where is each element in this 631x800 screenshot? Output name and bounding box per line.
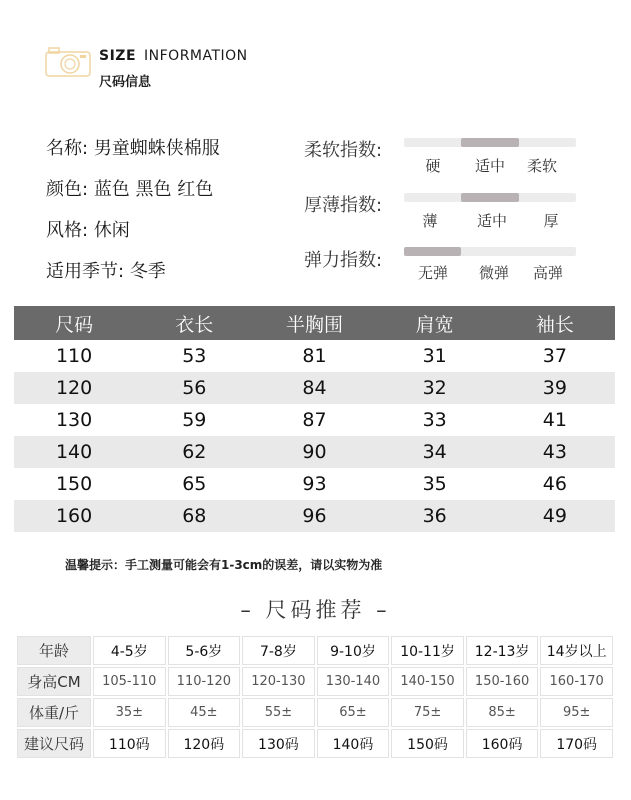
product-colors-value: 蓝色 黑色 红色 — [93, 179, 214, 200]
table-cell: 45± — [168, 698, 241, 727]
product-name-label: 名称: — [46, 138, 89, 159]
product-style — [46, 216, 130, 242]
table-cell: 96 — [254, 500, 374, 532]
table-row — [14, 500, 615, 532]
table-cell: 120-130 — [242, 667, 315, 696]
col-half-chest: 半胸围 — [254, 306, 374, 340]
table-cell: 120 — [14, 372, 134, 404]
product-name — [46, 134, 220, 160]
table-cell: 59 — [182, 409, 207, 431]
thickness-option-thick: 厚 — [543, 212, 559, 230]
size-table — [14, 306, 615, 532]
table-cell: 55± — [242, 698, 315, 727]
row-header-height: 身高CM — [17, 667, 91, 696]
softness-option-medium: 适中 — [474, 157, 506, 175]
table-cell: 140 — [14, 436, 134, 468]
table-cell: 35 — [422, 473, 447, 495]
table-cell: 130-140 — [317, 667, 390, 696]
table-cell: 110 — [55, 345, 93, 367]
table-cell: 95± — [540, 698, 613, 727]
product-name-value: 男童蜘蛛侠棉服 — [93, 138, 220, 159]
product-colors — [46, 175, 213, 201]
table-row — [14, 404, 615, 436]
table-cell: 150-160 — [466, 667, 539, 696]
age-row — [17, 636, 613, 665]
table-cell: 9-10岁 — [317, 636, 390, 665]
col-length: 衣长 — [134, 306, 254, 340]
table-cell: 10-11岁 — [391, 636, 464, 665]
size-info-title — [99, 48, 248, 64]
table-cell: 160码 — [466, 729, 539, 758]
thickness-index-label: 厚薄指数: — [304, 195, 383, 216]
table-cell: 93 — [302, 473, 327, 495]
table-cell: 84 — [254, 372, 374, 404]
thickness-option-medium: 适中 — [476, 212, 508, 230]
camera-icon — [44, 44, 92, 78]
table-cell: 85± — [466, 698, 539, 727]
table-cell: 46 — [542, 473, 567, 495]
softness-index-label: 柔软指数: — [304, 140, 383, 161]
softness-index-track — [404, 138, 576, 147]
table-cell: 5-6岁 — [168, 636, 241, 665]
table-cell: 170码 — [540, 729, 613, 758]
thickness-index-track — [404, 193, 576, 202]
softness-option-soft: 柔软 — [526, 157, 558, 175]
table-cell: 7-8岁 — [242, 636, 315, 665]
table-cell: 90 — [254, 436, 374, 468]
table-cell: 43 — [495, 436, 615, 468]
table-cell: 120码 — [168, 729, 241, 758]
recommended-size-row — [17, 729, 613, 758]
product-style-label: 风格: — [46, 220, 89, 241]
size-info-subtitle: 尺码信息 — [99, 75, 152, 90]
table-cell: 65± — [317, 698, 390, 727]
table-row — [14, 340, 615, 372]
product-season-value: 冬季 — [129, 261, 166, 282]
softness-option-hard: 硬 — [425, 157, 441, 175]
table-cell: 41 — [542, 409, 567, 431]
table-cell: 150 — [55, 473, 93, 495]
table-cell: 39 — [495, 372, 615, 404]
thickness-option-thin: 薄 — [422, 212, 438, 230]
table-cell: 75± — [391, 698, 464, 727]
table-cell: 4-5岁 — [93, 636, 166, 665]
thickness-index-fill — [461, 193, 518, 202]
table-cell: 110-120 — [168, 667, 241, 696]
col-sleeve: 袖长 — [495, 306, 615, 340]
table-cell: 56 — [134, 372, 254, 404]
table-cell: 105-110 — [93, 667, 166, 696]
elasticity-option-high: 高弹 — [532, 264, 564, 282]
table-row — [14, 372, 615, 404]
product-season-label: 适用季节: — [46, 261, 125, 282]
size-table-header-row — [14, 306, 615, 340]
table-cell: 81 — [302, 345, 327, 367]
product-style-value: 休闲 — [93, 220, 130, 241]
row-header-recommended: 建议尺码 — [17, 729, 91, 758]
table-cell: 37 — [542, 345, 567, 367]
row-header-weight: 体重/斤 — [17, 698, 91, 727]
table-cell: 12-13岁 — [466, 636, 539, 665]
table-cell: 160 — [14, 500, 134, 532]
product-colors-label: 颜色: — [46, 179, 89, 200]
col-shoulder: 肩宽 — [375, 306, 495, 340]
col-size: 尺码 — [14, 306, 134, 340]
table-cell: 68 — [134, 500, 254, 532]
table-cell: 130 — [55, 409, 93, 431]
table-cell: 35± — [93, 698, 166, 727]
table-row — [14, 468, 615, 500]
table-cell: 130码 — [242, 729, 315, 758]
elasticity-option-slight: 微弹 — [478, 264, 510, 282]
recommendation-title: – 尺码推荐 – — [240, 598, 391, 622]
table-cell: 140码 — [317, 729, 390, 758]
elasticity-index-fill — [404, 247, 461, 256]
table-cell: 160-170 — [540, 667, 613, 696]
size-title-bold: SIZE — [99, 48, 137, 64]
weight-row — [17, 698, 613, 727]
table-cell: 32 — [375, 372, 495, 404]
measurement-tip: 温馨提示：手工测量可能会有1-3cm的误差，请以实物为准 — [65, 558, 383, 572]
table-cell: 110码 — [93, 729, 166, 758]
product-season — [46, 257, 166, 283]
table-cell: 53 — [182, 345, 207, 367]
table-cell: 87 — [302, 409, 327, 431]
elasticity-index-label: 弹力指数: — [304, 250, 383, 271]
row-header-age: 年龄 — [17, 636, 91, 665]
table-cell: 49 — [495, 500, 615, 532]
table-cell: 150码 — [391, 729, 464, 758]
table-cell: 34 — [375, 436, 495, 468]
table-cell: 140-150 — [391, 667, 464, 696]
table-cell: 62 — [134, 436, 254, 468]
elasticity-option-none: 无弹 — [417, 264, 449, 282]
table-row — [14, 436, 615, 468]
elasticity-index-track — [404, 247, 576, 256]
height-row — [17, 667, 613, 696]
table-cell: 31 — [422, 345, 447, 367]
table-cell: 36 — [375, 500, 495, 532]
recommendation-table — [15, 634, 615, 760]
table-cell: 65 — [182, 473, 207, 495]
table-cell: 14岁以上 — [540, 636, 613, 665]
softness-index-fill — [461, 138, 518, 147]
size-title-rest: INFORMATION — [144, 48, 248, 64]
table-cell: 33 — [422, 409, 447, 431]
